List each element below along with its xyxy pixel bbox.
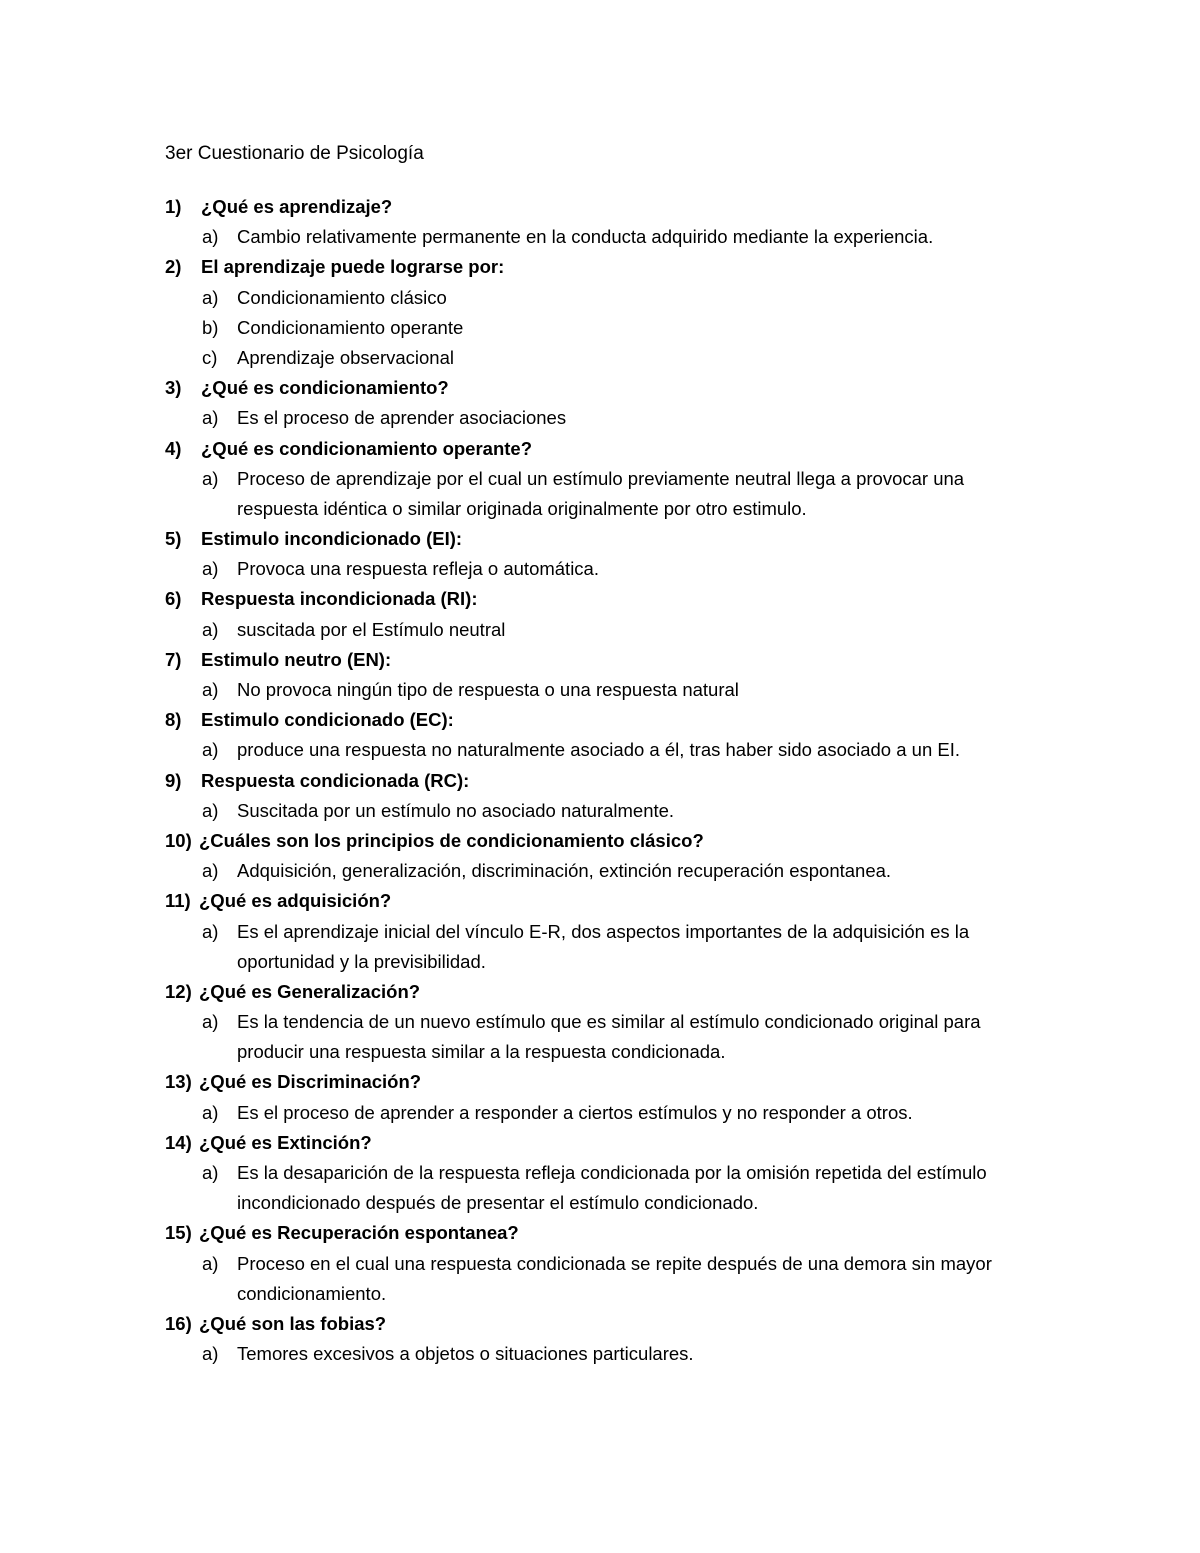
question-line bbox=[0, 434, 1200, 464]
answer-line bbox=[0, 615, 1200, 645]
answer-letter: a) bbox=[202, 739, 219, 761]
question-line bbox=[0, 766, 1200, 796]
answer-letter: a) bbox=[202, 618, 219, 640]
question-line bbox=[0, 826, 1200, 856]
question-line bbox=[0, 886, 1200, 916]
answer-line bbox=[0, 1249, 1200, 1279]
question-text: ¿Qué es aprendizaje? bbox=[201, 196, 393, 217]
answer-text: No provoca ningún tipo de respuesta o una respuesta natural bbox=[237, 679, 739, 700]
question-line bbox=[0, 252, 1200, 282]
question-line bbox=[0, 977, 1200, 1007]
question-text: Respuesta incondicionada (RI): bbox=[201, 588, 478, 610]
answer-text: suscitada por el Estímulo neutral bbox=[237, 618, 506, 640]
answer-line bbox=[0, 856, 1200, 886]
document-title: 3er Cuestionario de Psicología bbox=[165, 143, 424, 164]
question-line bbox=[0, 705, 1200, 735]
question-line bbox=[0, 1309, 1200, 1339]
answer-text: produce una respuesta no naturalmente asociado a él, tras haber sido asociado a un EI. bbox=[237, 739, 960, 761]
question-number: 2) bbox=[165, 256, 182, 278]
answer-text: Condicionamiento operante bbox=[237, 316, 464, 338]
answer-letter: a) bbox=[202, 1252, 219, 1274]
question-text: Estimulo neutro (EN): bbox=[201, 648, 392, 670]
question-line bbox=[0, 584, 1200, 614]
answer-continuation-line bbox=[0, 494, 1200, 524]
question-number: 9) bbox=[165, 769, 182, 791]
answer-letter: a) bbox=[202, 407, 219, 429]
answer-text: Condicionamiento clásico bbox=[237, 286, 447, 308]
question-line bbox=[0, 373, 1200, 403]
answer-text: Adquisición, generalización, discriminación, extinción recuperación espontanea. bbox=[237, 860, 892, 882]
answer-letter: a) bbox=[202, 558, 219, 580]
question-text: ¿Qué es Extinción? bbox=[199, 1131, 372, 1153]
answer-text: Es la tendencia de un nuevo estímulo que es similar al estímulo condicionado original para bbox=[237, 1011, 981, 1033]
answer-line bbox=[0, 343, 1200, 373]
answer-line bbox=[0, 917, 1200, 947]
answer-line bbox=[0, 1339, 1200, 1369]
answer-line bbox=[0, 313, 1200, 343]
answer-text: Provoca una respuesta refleja o automática. bbox=[237, 558, 599, 580]
answer-text: Es el proceso de aprender asociaciones bbox=[237, 407, 567, 429]
answer-text: condicionamiento. bbox=[237, 1282, 387, 1304]
question-text: Estimulo incondicionado (EI): bbox=[201, 528, 463, 550]
answer-line bbox=[0, 1098, 1200, 1128]
question-text: ¿Qué es Generalización? bbox=[199, 980, 421, 1002]
answer-text: Suscitada por un estímulo no asociado naturalmente. bbox=[237, 799, 675, 821]
question-line bbox=[0, 1067, 1200, 1097]
question-number: 14) bbox=[165, 1131, 192, 1153]
question-number: 15) bbox=[165, 1222, 192, 1244]
answer-letter: c) bbox=[202, 346, 218, 368]
question-number: 6) bbox=[165, 588, 182, 610]
question-line bbox=[0, 645, 1200, 675]
question-list bbox=[0, 192, 1200, 1369]
answer-line bbox=[0, 1007, 1200, 1037]
question-line bbox=[0, 1218, 1200, 1248]
answer-text: Proceso en el cual una respuesta condicionada se repite después de una demora sin mayor bbox=[237, 1252, 992, 1274]
question-number: 7) bbox=[165, 648, 182, 670]
answer-letter: a) bbox=[202, 679, 219, 700]
answer-line bbox=[0, 403, 1200, 433]
answer-letter: a) bbox=[202, 920, 219, 942]
question-text: Estimulo condicionado (EC): bbox=[201, 709, 454, 731]
answer-letter: b) bbox=[202, 316, 219, 338]
answer-letter: a) bbox=[202, 1343, 219, 1365]
answer-line bbox=[0, 222, 1200, 252]
answer-line bbox=[0, 464, 1200, 494]
answer-text: producir una respuesta similar a la respuesta condicionada. bbox=[237, 1041, 726, 1063]
question-text: ¿Qué es adquisición? bbox=[199, 890, 392, 912]
question-text: ¿Qué es condicionamiento operante? bbox=[201, 437, 532, 459]
question-text: ¿Qué es condicionamiento? bbox=[201, 377, 449, 399]
question-number: 13) bbox=[165, 1071, 192, 1093]
answer-letter: a) bbox=[202, 860, 219, 882]
question-number: 8) bbox=[165, 709, 182, 731]
answer-text: Es el aprendizaje inicial del vínculo E-R, dos aspectos importantes de la adquisición es la bbox=[237, 920, 970, 942]
answer-letter: a) bbox=[202, 1101, 219, 1123]
question-number: 5) bbox=[165, 528, 182, 550]
answer-text: Temores excesivos a objetos o situaciones particulares. bbox=[237, 1343, 694, 1365]
question-number: 1) bbox=[165, 196, 182, 217]
question-line bbox=[0, 524, 1200, 554]
answer-letter: a) bbox=[202, 226, 219, 248]
answer-line bbox=[0, 554, 1200, 584]
question-number: 16) bbox=[165, 1312, 192, 1334]
question-line bbox=[0, 1128, 1200, 1158]
answer-text: Es la desaparición de la respuesta refleja condicionada por la omisión repetida del estímulo bbox=[237, 1162, 987, 1183]
question-line bbox=[0, 192, 1200, 222]
answer-line bbox=[0, 675, 1200, 705]
answer-line bbox=[0, 796, 1200, 826]
question-number: 12) bbox=[165, 980, 192, 1002]
answer-letter: a) bbox=[202, 1162, 219, 1183]
answer-text: Aprendizaje observacional bbox=[237, 346, 454, 368]
answer-text: Proceso de aprendizaje por el cual un estímulo previamente neutral llega a provocar una bbox=[237, 467, 965, 489]
question-text: ¿Qué son las fobias? bbox=[199, 1312, 387, 1334]
answer-text: Cambio relativamente permanente en la conducta adquirido mediante la experiencia. bbox=[237, 226, 934, 248]
answer-text: incondicionado después de presentar el estímulo condicionado. bbox=[237, 1192, 759, 1214]
question-text: ¿Qué es Recuperación espontanea? bbox=[199, 1222, 519, 1244]
answer-continuation-line bbox=[0, 1279, 1200, 1309]
answer-line bbox=[0, 283, 1200, 313]
answer-text: Es el proceso de aprender a responder a ciertos estímulos y no responder a otros. bbox=[237, 1101, 913, 1123]
question-text: Respuesta condicionada (RC): bbox=[201, 769, 470, 791]
answer-text: respuesta idéntica o similar originada originalmente por otro estimulo. bbox=[237, 497, 807, 519]
answer-text: oportunidad y la previsibilidad. bbox=[237, 950, 486, 972]
answer-line bbox=[0, 735, 1200, 765]
answer-line bbox=[0, 1158, 1200, 1188]
question-text: ¿Cuáles son los principios de condicionamiento clásico? bbox=[199, 829, 704, 851]
answer-letter: a) bbox=[202, 1011, 219, 1033]
question-number: 4) bbox=[165, 437, 182, 459]
question-number: 11) bbox=[165, 890, 191, 912]
answer-continuation-line bbox=[0, 1037, 1200, 1067]
answer-letter: a) bbox=[202, 799, 219, 821]
answer-letter: a) bbox=[202, 467, 219, 489]
answer-letter: a) bbox=[202, 286, 219, 308]
answer-continuation-line bbox=[0, 947, 1200, 977]
answer-continuation-line bbox=[0, 1188, 1200, 1218]
question-number: 3) bbox=[165, 377, 182, 399]
question-number: 10) bbox=[165, 829, 192, 851]
question-text: ¿Qué es Discriminación? bbox=[199, 1071, 422, 1093]
question-text: El aprendizaje puede lograrse por: bbox=[201, 256, 505, 278]
